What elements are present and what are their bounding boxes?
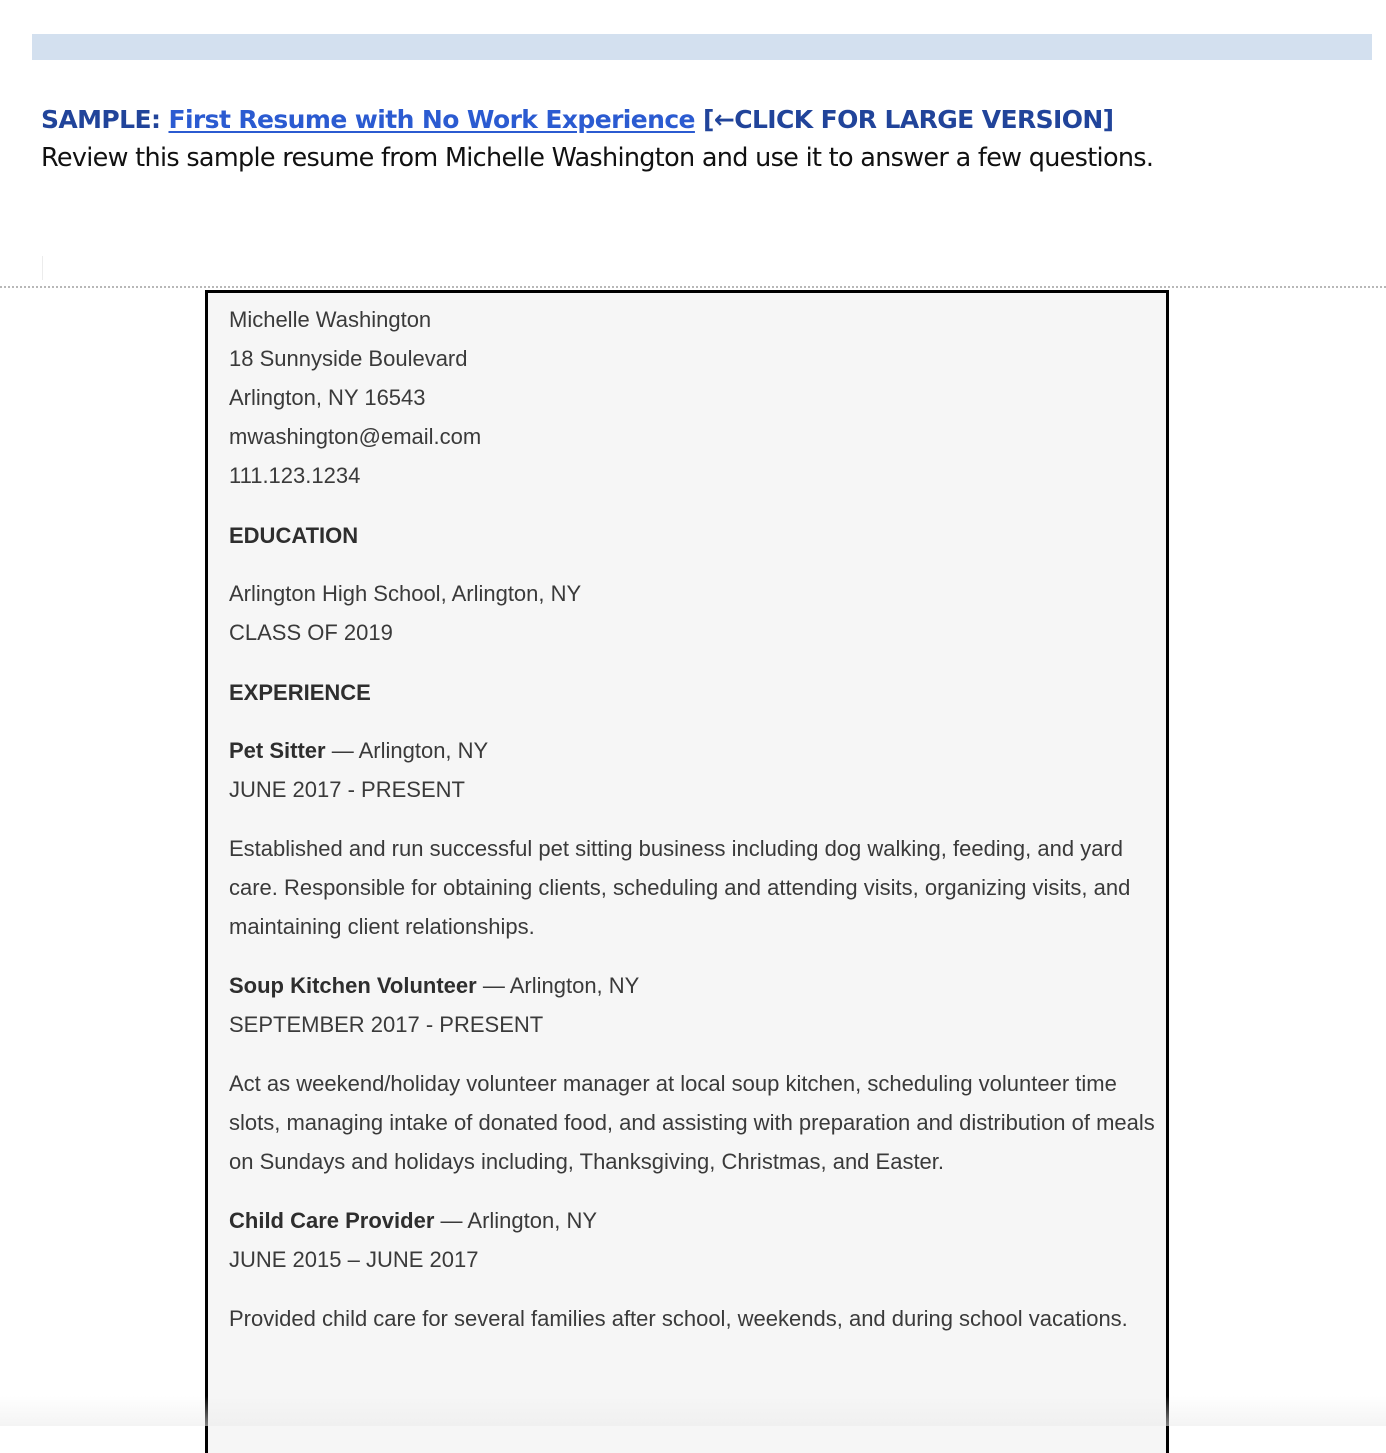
header-band bbox=[32, 34, 1372, 60]
job-location: — Arlington, NY bbox=[325, 738, 489, 763]
sample-label: SAMPLE: bbox=[41, 105, 161, 134]
contact-name: Michelle Washington bbox=[229, 307, 432, 332]
sample-heading bbox=[41, 102, 1371, 138]
job-dates: JUNE 2015 – JUNE 2017 bbox=[229, 1247, 479, 1272]
education-heading: EDUCATION bbox=[229, 523, 359, 548]
job-dates: JUNE 2017 - PRESENT bbox=[229, 777, 465, 802]
education-block bbox=[229, 574, 1166, 652]
contact-phone: 111.123.1234 bbox=[229, 463, 361, 488]
resume-content bbox=[208, 293, 1166, 1338]
experience-item bbox=[229, 1201, 1166, 1338]
contact-street: 18 Sunnyside Boulevard bbox=[229, 346, 468, 371]
job-title: Child Care Provider bbox=[229, 1208, 435, 1233]
job-header bbox=[229, 731, 1166, 770]
experience-item bbox=[229, 966, 1166, 1181]
job-description: Established and run successful pet sitting business including dog walking, feeding, and yard care. Responsible for obtaining clients, scheduling and attending visits, organizing visits, and maintaining client relationships. bbox=[229, 836, 1131, 939]
job-title: Soup Kitchen Volunteer bbox=[229, 973, 477, 998]
job-description: Act as weekend/holiday volunteer manager at local soup kitchen, scheduling volunteer time slots, managing intake of donated food, and assisting with preparation and distribution of meals on Sundays and holidays including, Thanksgiving, Christmas, and Easter. bbox=[229, 1071, 1155, 1174]
text-cursor-marker bbox=[42, 256, 43, 280]
job-title: Pet Sitter bbox=[229, 738, 326, 763]
instructions-text: Review this sample resume from Michelle Washington and use it to answer a few questions. bbox=[41, 143, 1154, 173]
sample-intro bbox=[41, 102, 1371, 176]
job-dates: SEPTEMBER 2017 - PRESENT bbox=[229, 1012, 544, 1037]
click-hint: [←CLICK FOR LARGE VERSION] bbox=[703, 105, 1114, 134]
sample-resume-link[interactable]: First Resume with No Work Experience bbox=[168, 105, 695, 134]
contact-block bbox=[229, 300, 1166, 495]
contact-city: Arlington, NY 16543 bbox=[229, 385, 426, 410]
experience-item bbox=[229, 731, 1166, 946]
job-location: — Arlington, NY bbox=[476, 973, 640, 998]
job-header bbox=[229, 966, 1166, 1005]
resume-image[interactable] bbox=[205, 290, 1169, 1453]
education-school: Arlington High School, Arlington, NY bbox=[229, 581, 582, 606]
job-location: — Arlington, NY bbox=[434, 1208, 598, 1233]
job-description: Provided child care for several families after school, weekends, and during school vacations. bbox=[229, 1306, 1128, 1331]
education-class: CLASS OF 2019 bbox=[229, 620, 393, 645]
job-header bbox=[229, 1201, 1166, 1240]
dotted-divider bbox=[0, 286, 1386, 288]
experience-heading: EXPERIENCE bbox=[229, 680, 371, 705]
contact-email: mwashington@email.com bbox=[229, 424, 482, 449]
